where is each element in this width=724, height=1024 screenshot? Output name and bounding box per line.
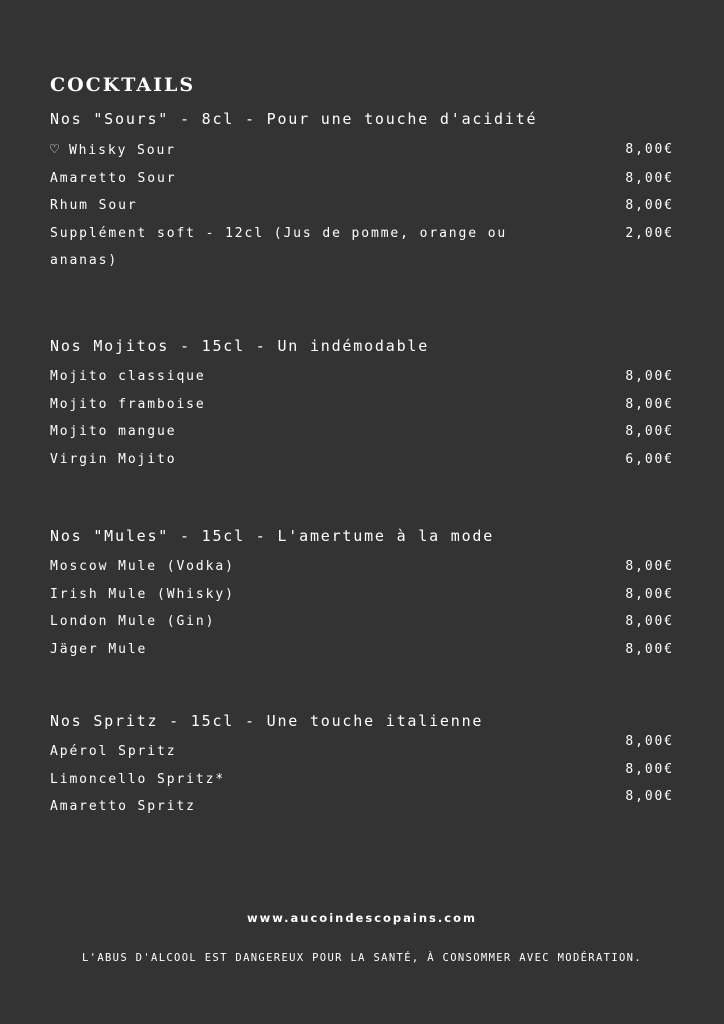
menu-item-name: Moscow Mule (Vodka) xyxy=(50,559,235,574)
section-spritz xyxy=(50,710,674,822)
menu-item xyxy=(50,581,674,609)
menu-item xyxy=(50,363,674,391)
menu-item-price: 8,00€ xyxy=(625,142,674,157)
menu-item-name: Amaretto Spritz xyxy=(50,799,196,814)
menu-item xyxy=(50,608,674,636)
menu-item xyxy=(50,636,674,664)
menu-item xyxy=(50,391,674,419)
website-link[interactable]: www.aucoindescopains.com xyxy=(247,911,477,925)
spritz-names xyxy=(50,738,225,821)
menu-item-price: 8,00€ xyxy=(625,198,674,213)
menu-item-price: 8,00€ xyxy=(625,614,674,629)
menu-item-price: 8,00€ xyxy=(625,424,674,439)
menu-item-name: Supplément soft - 12cl (Jus de pomme, orange ou ananas) xyxy=(50,225,517,268)
menu-item-price: 8,00€ xyxy=(625,170,674,186)
menu-item-price: 6,00€ xyxy=(625,451,674,467)
heart-outline-icon: ♡ xyxy=(50,140,61,158)
menu-item xyxy=(50,165,674,193)
menu-item-price: 8,00€ xyxy=(625,761,674,777)
menu-item-name: Rhum Sour xyxy=(50,198,138,213)
menu-item xyxy=(50,192,674,220)
menu-item-name: Mojito classique xyxy=(50,369,206,384)
menu-item-name: Mojito mangue xyxy=(50,424,177,439)
menu-item-name: Mojito framboise xyxy=(50,396,206,412)
menu-item-price: 8,00€ xyxy=(625,559,674,574)
menu-item-name: Whisky Sour xyxy=(68,143,176,158)
menu-item-price: 8,00€ xyxy=(625,641,674,657)
menu-item-price: 8,00€ xyxy=(625,396,674,412)
section-title: Nos "Mules" - 15cl - L'amertume à la mode xyxy=(50,527,495,545)
section-mules xyxy=(50,525,674,663)
alcohol-disclaimer: L'ABUS D'ALCOOL EST DANGEREUX POUR LA SANTÉ, À CONSOMMER AVEC MODÉRATION. xyxy=(81,952,643,964)
menu-item-name: Virgin Mojito xyxy=(50,451,177,467)
menu-item xyxy=(50,418,674,446)
menu-item xyxy=(50,220,674,275)
menu-item-price: 8,00€ xyxy=(625,369,674,384)
page-title: COCKTAILS xyxy=(50,74,196,96)
section-sours xyxy=(50,108,674,275)
section-mojitos xyxy=(50,335,674,473)
menu-item-price: 8,00€ xyxy=(625,789,674,804)
menu-item xyxy=(50,136,674,165)
menu-item-price: 8,00€ xyxy=(625,734,674,749)
menu-item-price: 8,00€ xyxy=(625,586,674,602)
menu-item-name: Limoncello Spritz* xyxy=(50,771,226,787)
spritz-prices xyxy=(625,728,674,811)
menu-item-name: Irish Mule (Whisky) xyxy=(50,586,235,602)
menu-item-name: Jäger Mule xyxy=(50,641,148,657)
spritz-list xyxy=(50,734,674,822)
menu-item-name: Apérol Spritz xyxy=(50,744,177,759)
menu-item-name: Amaretto Sour xyxy=(50,170,177,186)
section-title: Nos Spritz - 15cl - Une touche italienne xyxy=(50,712,484,730)
menu-item-price: 2,00€ xyxy=(625,225,674,241)
section-title: Nos "Sours" - 8cl - Pour une touche d'acidité xyxy=(50,110,538,128)
section-title: Nos Mojitos - 15cl - Un indémodable xyxy=(50,337,430,355)
menu-item xyxy=(50,446,674,474)
menu-item-name: London Mule (Gin) xyxy=(50,614,216,629)
menu-item xyxy=(50,553,674,581)
